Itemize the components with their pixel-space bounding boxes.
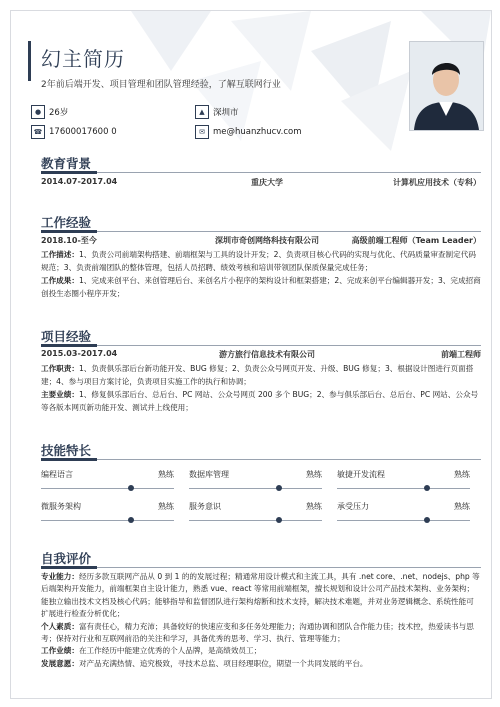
resume-subtitle: 2年前后端开发、项目管理和团队管理经验，了解互联网行业 (41, 80, 281, 90)
skill-knob (424, 517, 430, 523)
education-major: 计算机应用技术（专科） (393, 178, 481, 187)
education-date: 2014.07-2017.04 (41, 177, 118, 186)
education-divider (41, 172, 481, 173)
skill-level: 熟练 (306, 470, 322, 479)
work-position: 高级前端工程师（Team Leader） (351, 236, 481, 245)
self-label-2: 工作业绩： (41, 646, 79, 656)
mail-icon: ✉ (195, 125, 209, 139)
project-biz-label: 主要业绩： (41, 390, 79, 399)
work-desc: 1、负责公司前端架构搭建、前端框架与工具的设计开发；2、负责项目核心代码的实现与优化、代码质量审查制定代码规范；3、负责前端团队的整体管理，包括人员招聘、绩效考核和培训带领团队保质保量完成任务； (41, 250, 476, 272)
work-result: 1、完成来创平台、来创管理后台、来创名片小程序的架构设计和框架搭建；2、完成来创平台编辑器开发；3、完成招商创投生态圈小程序开发； (41, 276, 481, 298)
phone-info (31, 125, 117, 139)
education-title: 教育背景 (41, 156, 92, 171)
skill-level: 熟练 (454, 470, 470, 479)
self-text-2: 在工作经历中能建立优秀的个人品牌，是高绩效员工； (78, 646, 262, 656)
skill-item (41, 469, 174, 480)
resume-page (10, 10, 492, 699)
skill-name: 敏捷开发流程 (337, 470, 385, 479)
project-divider (41, 345, 481, 346)
email-info (195, 125, 302, 139)
skill-track (189, 520, 322, 521)
skill-track (189, 488, 322, 489)
project-position: 前端工程师 (441, 350, 481, 359)
skill-knob (128, 485, 134, 491)
skill-track (41, 488, 174, 489)
education-school: 重庆大学 (251, 178, 283, 187)
skill-knob (128, 517, 134, 523)
work-title: 工作经验 (41, 215, 92, 230)
skills-divider (41, 459, 481, 460)
skill-item (337, 469, 470, 480)
work-date: 2018.10-至今 (41, 236, 97, 245)
user-icon: ● (31, 105, 45, 119)
skill-knob (276, 517, 282, 523)
project-duty: 1、负责俱乐部后台新功能开发、BUG 修复；2、负责公众号网页开发、升级、BUG 修复；3、根据设计图进行页面搭建；4、参与项目方案讨论，负责项目实施工作的执行和协调； (41, 364, 474, 386)
project-company: 游方旅行信息技术有限公司 (219, 350, 315, 359)
skill-knob (276, 485, 282, 491)
self-divider (41, 567, 481, 568)
skills-title: 技能特长 (41, 443, 92, 458)
location-icon: ▲ (195, 105, 209, 119)
work-details (41, 248, 481, 300)
age-info (31, 105, 68, 119)
phone-value: 17600017600 0 (49, 127, 117, 137)
skill-name: 微服务架构 (41, 502, 81, 511)
self-label-0: 专业能力： (41, 572, 79, 581)
age-value: 26岁 (49, 108, 69, 118)
skill-item (337, 501, 470, 512)
skill-name: 数据库管理 (189, 470, 229, 479)
skill-level: 熟练 (158, 502, 174, 511)
skill-name: 编程语言 (41, 470, 73, 479)
skill-item (189, 469, 322, 480)
resume-name: 幻主简历 (41, 47, 125, 71)
self-text-1: 富有责任心，精力充沛；具备较好的快速应变和多任务处理能力；沟通协调和团队合作能力佳；技术控，热爱读书与思考；保持对行业和互联网前沿的关注和学习，具备优秀的思考、学习、执行、管理等能力； (41, 621, 474, 644)
skill-track (337, 488, 470, 489)
project-biz: 1、修复俱乐部后台、总后台、PC 网站、公众号网页 200 多个 BUG；2、参与俱乐部后台、总后台、PC 网站、公众号等各版本网页新功能开发、测试并上线使用； (41, 390, 479, 412)
skill-item (189, 501, 322, 512)
project-duty-label: 工作职责： (41, 364, 79, 373)
self-text-3: 对产品充满热情、追究极致，寻技术总监、项目经理职位，期望一个共同发展的平台。 (78, 658, 368, 668)
project-details (41, 362, 481, 414)
work-company: 深圳市奇创网络科技有限公司 (215, 236, 319, 245)
header-accent-bar (28, 41, 31, 81)
work-result-label: 工作成果： (41, 276, 79, 285)
work-divider (41, 231, 481, 232)
email-value: me@huanzhucv.com (213, 127, 302, 137)
phone-icon: ☎ (31, 125, 45, 139)
self-label-1: 个人素质： (41, 621, 79, 631)
work-desc-label: 工作描述： (41, 250, 79, 259)
skill-level: 熟练 (306, 502, 322, 511)
self-title: 自我评价 (41, 551, 92, 566)
skill-track (41, 520, 174, 521)
city-info (195, 105, 239, 119)
project-date: 2015.03-2017.04 (41, 349, 118, 358)
self-label-3: 发展意愿： (41, 658, 79, 668)
skill-name: 承受压力 (337, 502, 369, 511)
project-title: 项目经验 (41, 329, 92, 344)
skill-track (337, 520, 470, 521)
skill-item (41, 501, 174, 512)
city-value: 深圳市 (213, 108, 239, 118)
skill-level: 熟练 (158, 470, 174, 479)
skill-level: 熟练 (454, 502, 470, 511)
skill-knob (424, 485, 430, 491)
skill-name: 服务意识 (189, 502, 221, 511)
self-text-0: 经历多款互联网产品从 0 到 1 的的发展过程；精通常用设计模式和主流工具，具有 .net core、.net、nodejs、php 等后端架构开发能力，前端框架自主设计能力，熟悉 vue、react 等常用前端框架，擅长规划和设计公司产品技术架构、业务架构；能独立输出技术文档及核心代码；能够指导和监督团队进行架构熔断和技术支持，解决技术难题，并对业务逻辑概念、系统性能可扩展进行检查分析优化； (41, 572, 480, 619)
profile-photo (409, 41, 484, 131)
self-details (41, 571, 481, 670)
